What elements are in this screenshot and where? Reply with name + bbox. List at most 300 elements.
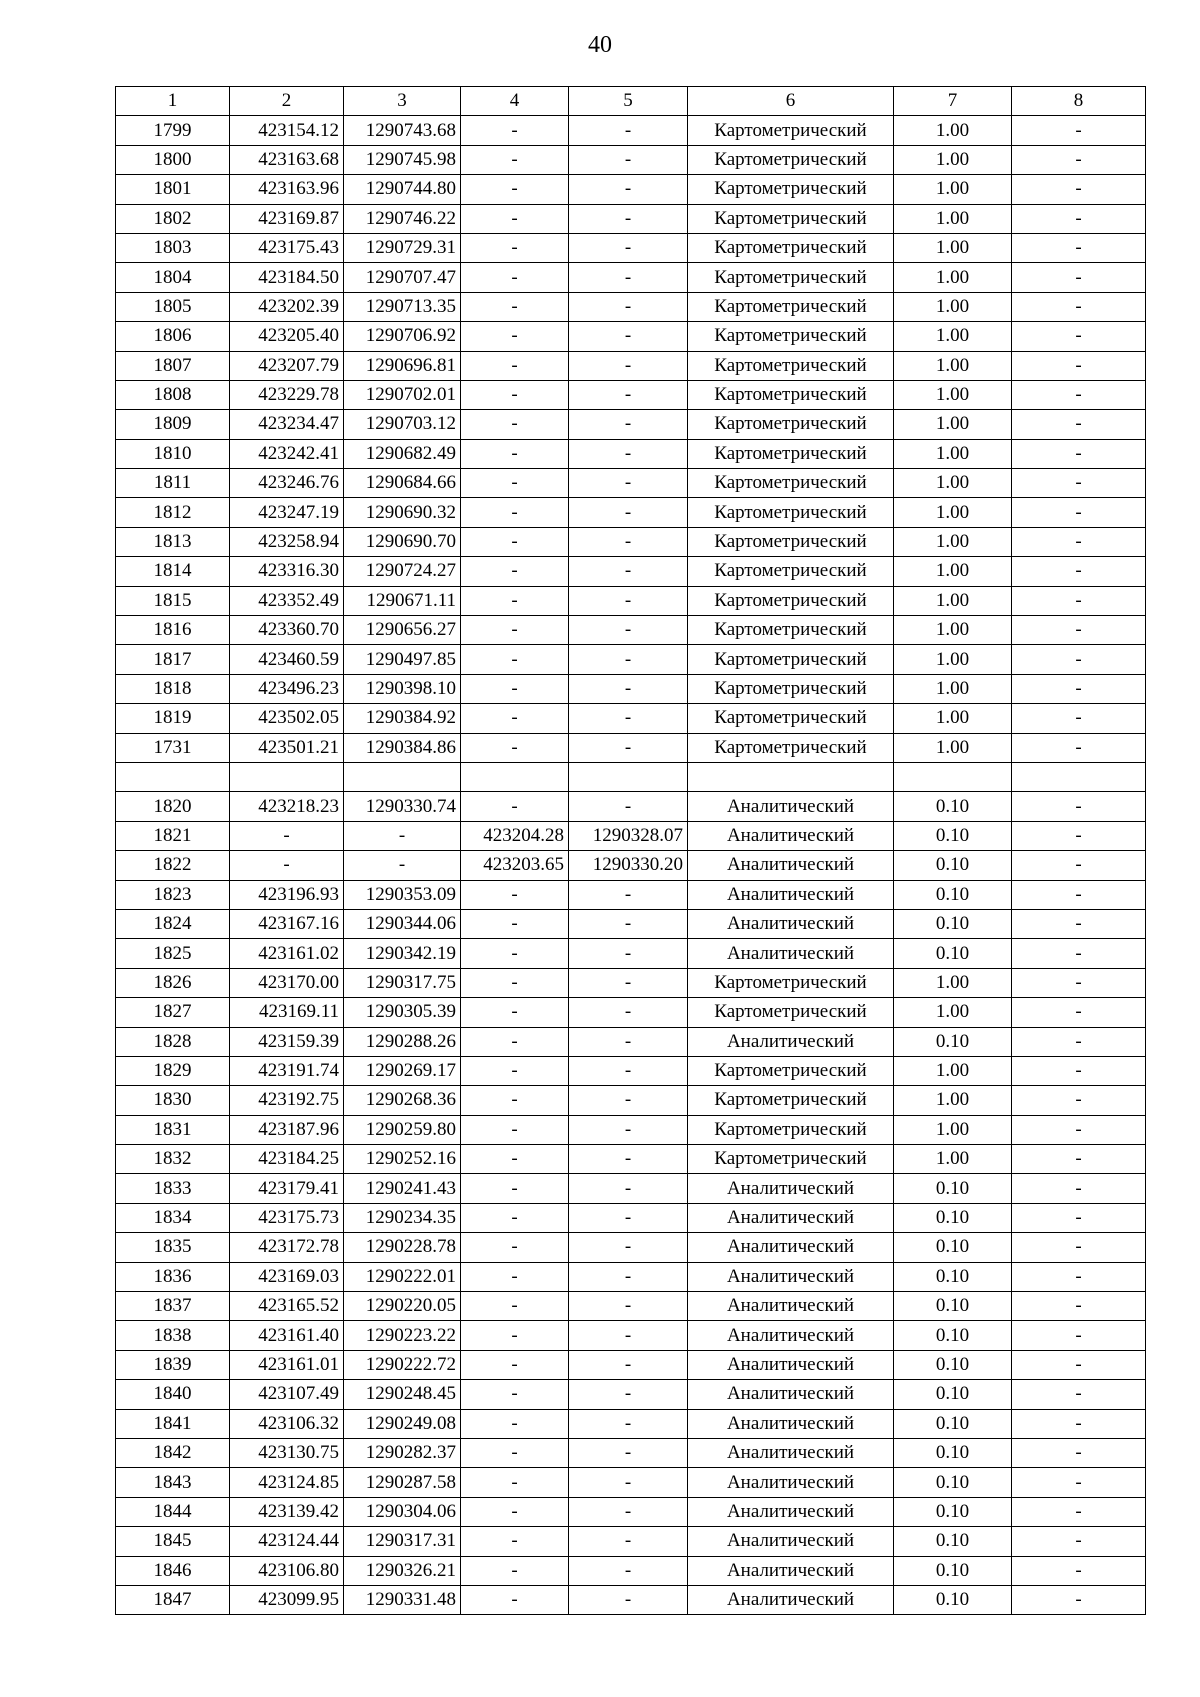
note-cell: - bbox=[1012, 1262, 1146, 1291]
accuracy-cell: 1.00 bbox=[894, 145, 1012, 174]
accuracy-cell: 0.10 bbox=[894, 792, 1012, 821]
point-number-cell: 1801 bbox=[116, 175, 230, 204]
table-row bbox=[116, 1115, 1146, 1144]
method-cell: Картометрический bbox=[688, 1086, 894, 1115]
method-cell: Аналитический bbox=[688, 1174, 894, 1203]
x-coordinate-cell: 423191.74 bbox=[230, 1056, 344, 1085]
y-coordinate-cell: 1290497.85 bbox=[344, 645, 461, 674]
x-coordinate-alt-cell: - bbox=[461, 1203, 569, 1232]
y-coordinate-alt-cell: 1290330.20 bbox=[569, 851, 688, 880]
y-coordinate-alt-cell: - bbox=[569, 439, 688, 468]
y-coordinate-alt-cell: - bbox=[569, 968, 688, 997]
y-coordinate-alt-cell: - bbox=[569, 1115, 688, 1144]
accuracy-cell: 0.10 bbox=[894, 1438, 1012, 1467]
note-cell: - bbox=[1012, 821, 1146, 850]
y-coordinate-alt-cell: - bbox=[569, 527, 688, 556]
method-cell: Аналитический bbox=[688, 1497, 894, 1526]
method-cell: Аналитический bbox=[688, 851, 894, 880]
y-coordinate-cell: 1290744.80 bbox=[344, 175, 461, 204]
table-row bbox=[116, 762, 1146, 791]
x-coordinate-alt-cell: - bbox=[461, 322, 569, 351]
y-coordinate-cell: 1290228.78 bbox=[344, 1233, 461, 1262]
note-cell: - bbox=[1012, 616, 1146, 645]
table-row bbox=[116, 263, 1146, 292]
method-cell: Картометрический bbox=[688, 469, 894, 498]
method-cell: Картометрический bbox=[688, 557, 894, 586]
x-coordinate-cell: 423130.75 bbox=[230, 1438, 344, 1467]
table-row bbox=[116, 968, 1146, 997]
method-cell: Картометрический bbox=[688, 204, 894, 233]
x-coordinate-alt-cell: - bbox=[461, 1086, 569, 1115]
accuracy-cell bbox=[894, 762, 1012, 791]
accuracy-cell: 1.00 bbox=[894, 645, 1012, 674]
accuracy-cell: 1.00 bbox=[894, 263, 1012, 292]
y-coordinate-alt-cell: - bbox=[569, 1086, 688, 1115]
table-row bbox=[116, 1527, 1146, 1556]
accuracy-cell: 1.00 bbox=[894, 498, 1012, 527]
y-coordinate-cell: 1290342.19 bbox=[344, 939, 461, 968]
x-coordinate-cell: 423229.78 bbox=[230, 380, 344, 409]
accuracy-cell: 1.00 bbox=[894, 380, 1012, 409]
y-coordinate-cell: 1290707.47 bbox=[344, 263, 461, 292]
accuracy-cell: 0.10 bbox=[894, 939, 1012, 968]
y-coordinate-cell: 1290282.37 bbox=[344, 1438, 461, 1467]
point-number-cell: 1846 bbox=[116, 1556, 230, 1585]
x-coordinate-alt-cell: - bbox=[461, 175, 569, 204]
y-coordinate-alt-cell: - bbox=[569, 1027, 688, 1056]
x-coordinate-cell: 423159.39 bbox=[230, 1027, 344, 1056]
note-cell: - bbox=[1012, 1056, 1146, 1085]
y-coordinate-cell: 1290317.31 bbox=[344, 1527, 461, 1556]
accuracy-cell: 0.10 bbox=[894, 851, 1012, 880]
y-coordinate-cell: 1290743.68 bbox=[344, 116, 461, 145]
note-cell: - bbox=[1012, 322, 1146, 351]
x-coordinate-alt-cell: - bbox=[461, 1145, 569, 1174]
point-number-cell bbox=[116, 762, 230, 791]
y-coordinate-cell: 1290269.17 bbox=[344, 1056, 461, 1085]
table-row bbox=[116, 410, 1146, 439]
y-coordinate-alt-cell: - bbox=[569, 145, 688, 174]
accuracy-cell: 1.00 bbox=[894, 998, 1012, 1027]
y-coordinate-cell: 1290690.32 bbox=[344, 498, 461, 527]
table-row bbox=[116, 1056, 1146, 1085]
note-cell: - bbox=[1012, 733, 1146, 762]
x-coordinate-cell: 423169.03 bbox=[230, 1262, 344, 1291]
accuracy-cell: 0.10 bbox=[894, 1350, 1012, 1379]
point-number-cell: 1828 bbox=[116, 1027, 230, 1056]
x-coordinate-cell: 423172.78 bbox=[230, 1233, 344, 1262]
y-coordinate-alt-cell: - bbox=[569, 175, 688, 204]
point-number-cell: 1802 bbox=[116, 204, 230, 233]
y-coordinate-alt-cell: - bbox=[569, 1321, 688, 1350]
point-number-cell: 1833 bbox=[116, 1174, 230, 1203]
table-row bbox=[116, 1556, 1146, 1585]
x-coordinate-alt-cell: - bbox=[461, 968, 569, 997]
note-cell: - bbox=[1012, 1409, 1146, 1438]
note-cell: - bbox=[1012, 557, 1146, 586]
accuracy-cell: 1.00 bbox=[894, 439, 1012, 468]
x-coordinate-alt-cell: - bbox=[461, 909, 569, 938]
y-coordinate-cell bbox=[344, 762, 461, 791]
y-coordinate-alt-cell: - bbox=[569, 1233, 688, 1262]
y-coordinate-alt-cell: - bbox=[569, 1497, 688, 1526]
x-coordinate-cell: 423184.50 bbox=[230, 263, 344, 292]
note-cell: - bbox=[1012, 410, 1146, 439]
y-coordinate-alt-cell: - bbox=[569, 204, 688, 233]
note-cell: - bbox=[1012, 1145, 1146, 1174]
x-coordinate-alt-cell: - bbox=[461, 469, 569, 498]
y-coordinate-cell: 1290288.26 bbox=[344, 1027, 461, 1056]
y-coordinate-cell: 1290684.66 bbox=[344, 469, 461, 498]
y-coordinate-cell: 1290330.74 bbox=[344, 792, 461, 821]
method-cell: Аналитический bbox=[688, 1468, 894, 1497]
y-coordinate-alt-cell: - bbox=[569, 586, 688, 615]
method-cell: Картометрический bbox=[688, 616, 894, 645]
note-cell: - bbox=[1012, 175, 1146, 204]
note-cell: - bbox=[1012, 527, 1146, 556]
y-coordinate-cell: 1290703.12 bbox=[344, 410, 461, 439]
x-coordinate-alt-cell: - bbox=[461, 586, 569, 615]
accuracy-cell: 1.00 bbox=[894, 469, 1012, 498]
x-coordinate-alt-cell: - bbox=[461, 1292, 569, 1321]
x-coordinate-alt-cell: - bbox=[461, 351, 569, 380]
accuracy-cell: 1.00 bbox=[894, 116, 1012, 145]
note-cell: - bbox=[1012, 1585, 1146, 1614]
x-coordinate-alt-cell: 423203.65 bbox=[461, 851, 569, 880]
x-coordinate-alt-cell: - bbox=[461, 1262, 569, 1291]
note-cell: - bbox=[1012, 851, 1146, 880]
y-coordinate-alt-cell: - bbox=[569, 1438, 688, 1467]
point-number-cell: 1804 bbox=[116, 263, 230, 292]
table-row bbox=[116, 351, 1146, 380]
accuracy-cell: 0.10 bbox=[894, 1321, 1012, 1350]
accuracy-cell: 0.10 bbox=[894, 1233, 1012, 1262]
y-coordinate-alt-cell: - bbox=[569, 704, 688, 733]
x-coordinate-alt-cell: - bbox=[461, 1527, 569, 1556]
method-cell: Картометрический bbox=[688, 233, 894, 262]
method-cell: Картометрический bbox=[688, 380, 894, 409]
method-cell: Картометрический bbox=[688, 704, 894, 733]
x-coordinate-alt-cell: - bbox=[461, 1056, 569, 1085]
point-number-cell: 1811 bbox=[116, 469, 230, 498]
note-cell: - bbox=[1012, 939, 1146, 968]
method-cell: Картометрический bbox=[688, 175, 894, 204]
note-cell: - bbox=[1012, 1321, 1146, 1350]
y-coordinate-cell: 1290248.45 bbox=[344, 1380, 461, 1409]
point-number-cell: 1826 bbox=[116, 968, 230, 997]
note-cell: - bbox=[1012, 1115, 1146, 1144]
x-coordinate-alt-cell: - bbox=[461, 557, 569, 586]
x-coordinate-cell: 423163.96 bbox=[230, 175, 344, 204]
note-cell: - bbox=[1012, 204, 1146, 233]
y-coordinate-alt-cell: - bbox=[569, 557, 688, 586]
accuracy-cell: 0.10 bbox=[894, 1468, 1012, 1497]
x-coordinate-alt-cell: - bbox=[461, 1438, 569, 1467]
x-coordinate-cell: 423107.49 bbox=[230, 1380, 344, 1409]
y-coordinate-cell: 1290344.06 bbox=[344, 909, 461, 938]
x-coordinate-cell: 423218.23 bbox=[230, 792, 344, 821]
x-coordinate-alt-cell: - bbox=[461, 1585, 569, 1614]
y-coordinate-cell: - bbox=[344, 851, 461, 880]
column-header: 5 bbox=[569, 87, 688, 116]
method-cell: Аналитический bbox=[688, 1203, 894, 1232]
accuracy-cell: 0.10 bbox=[894, 1585, 1012, 1614]
accuracy-cell: 0.10 bbox=[894, 1292, 1012, 1321]
table-row bbox=[116, 998, 1146, 1027]
y-coordinate-alt-cell: - bbox=[569, 616, 688, 645]
y-coordinate-cell: 1290223.22 bbox=[344, 1321, 461, 1350]
y-coordinate-cell: 1290384.92 bbox=[344, 704, 461, 733]
table-row bbox=[116, 1145, 1146, 1174]
point-number-cell: 1829 bbox=[116, 1056, 230, 1085]
note-cell: - bbox=[1012, 439, 1146, 468]
accuracy-cell: 0.10 bbox=[894, 909, 1012, 938]
table-row bbox=[116, 292, 1146, 321]
table-row bbox=[116, 204, 1146, 233]
y-coordinate-cell: 1290706.92 bbox=[344, 322, 461, 351]
x-coordinate-cell: 423163.68 bbox=[230, 145, 344, 174]
point-number-cell: 1820 bbox=[116, 792, 230, 821]
note-cell: - bbox=[1012, 1380, 1146, 1409]
x-coordinate-cell: 423175.73 bbox=[230, 1203, 344, 1232]
y-coordinate-alt-cell: - bbox=[569, 1409, 688, 1438]
y-coordinate-alt-cell: - bbox=[569, 469, 688, 498]
point-number-cell: 1808 bbox=[116, 380, 230, 409]
x-coordinate-cell: 423207.79 bbox=[230, 351, 344, 380]
y-coordinate-cell: 1290724.27 bbox=[344, 557, 461, 586]
note-cell: - bbox=[1012, 909, 1146, 938]
note-cell: - bbox=[1012, 1086, 1146, 1115]
x-coordinate-cell: 423247.19 bbox=[230, 498, 344, 527]
y-coordinate-alt-cell: - bbox=[569, 263, 688, 292]
y-coordinate-alt-cell: - bbox=[569, 1468, 688, 1497]
method-cell: Картометрический bbox=[688, 674, 894, 703]
method-cell: Аналитический bbox=[688, 1350, 894, 1379]
x-coordinate-cell: 423501.21 bbox=[230, 733, 344, 762]
table-row bbox=[116, 175, 1146, 204]
x-coordinate-cell: 423242.41 bbox=[230, 439, 344, 468]
table-row bbox=[116, 909, 1146, 938]
y-coordinate-cell: 1290249.08 bbox=[344, 1409, 461, 1438]
note-cell: - bbox=[1012, 1438, 1146, 1467]
note-cell: - bbox=[1012, 586, 1146, 615]
table-row bbox=[116, 704, 1146, 733]
note-cell: - bbox=[1012, 998, 1146, 1027]
method-cell: Картометрический bbox=[688, 527, 894, 556]
note-cell: - bbox=[1012, 792, 1146, 821]
x-coordinate-alt-cell: - bbox=[461, 1350, 569, 1379]
accuracy-cell: 0.10 bbox=[894, 821, 1012, 850]
table-row bbox=[116, 586, 1146, 615]
x-coordinate-alt-cell: - bbox=[461, 263, 569, 292]
y-coordinate-cell: 1290305.39 bbox=[344, 998, 461, 1027]
y-coordinate-alt-cell: - bbox=[569, 322, 688, 351]
method-cell: Аналитический bbox=[688, 1292, 894, 1321]
y-coordinate-cell: 1290268.36 bbox=[344, 1086, 461, 1115]
y-coordinate-cell: 1290259.80 bbox=[344, 1115, 461, 1144]
table-row bbox=[116, 1174, 1146, 1203]
point-number-cell: 1831 bbox=[116, 1115, 230, 1144]
x-coordinate-cell: 423352.49 bbox=[230, 586, 344, 615]
table-row bbox=[116, 821, 1146, 850]
accuracy-cell: 0.10 bbox=[894, 1174, 1012, 1203]
accuracy-cell: 0.10 bbox=[894, 1203, 1012, 1232]
x-coordinate-cell: - bbox=[230, 851, 344, 880]
y-coordinate-alt-cell: - bbox=[569, 1292, 688, 1321]
note-cell: - bbox=[1012, 145, 1146, 174]
y-coordinate-alt-cell: - bbox=[569, 1350, 688, 1379]
x-coordinate-alt-cell: - bbox=[461, 292, 569, 321]
point-number-cell: 1814 bbox=[116, 557, 230, 586]
point-number-cell: 1841 bbox=[116, 1409, 230, 1438]
method-cell: Аналитический bbox=[688, 1585, 894, 1614]
accuracy-cell: 1.00 bbox=[894, 968, 1012, 997]
table-row bbox=[116, 322, 1146, 351]
x-coordinate-cell: - bbox=[230, 821, 344, 850]
point-number-cell: 1844 bbox=[116, 1497, 230, 1526]
point-number-cell: 1731 bbox=[116, 733, 230, 762]
table-row bbox=[116, 1203, 1146, 1232]
y-coordinate-alt-cell: - bbox=[569, 1527, 688, 1556]
y-coordinate-alt-cell: - bbox=[569, 233, 688, 262]
point-number-cell: 1847 bbox=[116, 1585, 230, 1614]
table-row bbox=[116, 1409, 1146, 1438]
method-cell: Аналитический bbox=[688, 1556, 894, 1585]
note-cell: - bbox=[1012, 1468, 1146, 1497]
accuracy-cell: 0.10 bbox=[894, 1556, 1012, 1585]
note-cell: - bbox=[1012, 263, 1146, 292]
point-number-cell: 1817 bbox=[116, 645, 230, 674]
x-coordinate-cell: 423184.25 bbox=[230, 1145, 344, 1174]
column-header: 6 bbox=[688, 87, 894, 116]
y-coordinate-alt-cell: - bbox=[569, 880, 688, 909]
y-coordinate-alt-cell: - bbox=[569, 410, 688, 439]
point-number-cell: 1809 bbox=[116, 410, 230, 439]
accuracy-cell: 1.00 bbox=[894, 674, 1012, 703]
table-row bbox=[116, 145, 1146, 174]
table-row bbox=[116, 116, 1146, 145]
column-header: 7 bbox=[894, 87, 1012, 116]
x-coordinate-cell: 423258.94 bbox=[230, 527, 344, 556]
accuracy-cell: 0.10 bbox=[894, 1027, 1012, 1056]
y-coordinate-cell: 1290671.11 bbox=[344, 586, 461, 615]
point-number-cell: 1803 bbox=[116, 233, 230, 262]
y-coordinate-cell: 1290234.35 bbox=[344, 1203, 461, 1232]
x-coordinate-cell: 423106.80 bbox=[230, 1556, 344, 1585]
y-coordinate-alt-cell: - bbox=[569, 645, 688, 674]
y-coordinate-alt-cell: - bbox=[569, 498, 688, 527]
y-coordinate-cell: 1290729.31 bbox=[344, 233, 461, 262]
point-number-cell: 1818 bbox=[116, 674, 230, 703]
method-cell: Аналитический bbox=[688, 1233, 894, 1262]
table-row bbox=[116, 1086, 1146, 1115]
point-number-cell: 1812 bbox=[116, 498, 230, 527]
note-cell bbox=[1012, 762, 1146, 791]
x-coordinate-cell: 423124.85 bbox=[230, 1468, 344, 1497]
note-cell: - bbox=[1012, 1497, 1146, 1526]
x-coordinate-cell: 423179.41 bbox=[230, 1174, 344, 1203]
y-coordinate-cell: 1290353.09 bbox=[344, 880, 461, 909]
x-coordinate-cell: 423099.95 bbox=[230, 1585, 344, 1614]
y-coordinate-cell: 1290287.58 bbox=[344, 1468, 461, 1497]
x-coordinate-alt-cell: - bbox=[461, 1409, 569, 1438]
x-coordinate-cell: 423161.40 bbox=[230, 1321, 344, 1350]
accuracy-cell: 0.10 bbox=[894, 1527, 1012, 1556]
point-number-cell: 1816 bbox=[116, 616, 230, 645]
note-cell: - bbox=[1012, 498, 1146, 527]
y-coordinate-cell: 1290656.27 bbox=[344, 616, 461, 645]
point-number-cell: 1840 bbox=[116, 1380, 230, 1409]
method-cell: Аналитический bbox=[688, 1262, 894, 1291]
method-cell: Картометрический bbox=[688, 733, 894, 762]
table-row bbox=[116, 1321, 1146, 1350]
point-number-cell: 1825 bbox=[116, 939, 230, 968]
note-cell: - bbox=[1012, 469, 1146, 498]
note-cell: - bbox=[1012, 1527, 1146, 1556]
x-coordinate-alt-cell: - bbox=[461, 439, 569, 468]
note-cell: - bbox=[1012, 1350, 1146, 1379]
table-header-row bbox=[116, 87, 1146, 116]
method-cell: Картометрический bbox=[688, 145, 894, 174]
point-number-cell: 1839 bbox=[116, 1350, 230, 1379]
y-coordinate-alt-cell: - bbox=[569, 998, 688, 1027]
x-coordinate-alt-cell bbox=[461, 762, 569, 791]
y-coordinate-cell: 1290696.81 bbox=[344, 351, 461, 380]
table-row bbox=[116, 733, 1146, 762]
method-cell: Картометрический bbox=[688, 410, 894, 439]
table-row bbox=[116, 498, 1146, 527]
x-coordinate-alt-cell: - bbox=[461, 1321, 569, 1350]
note-cell: - bbox=[1012, 380, 1146, 409]
method-cell: Картометрический bbox=[688, 292, 894, 321]
x-coordinate-alt-cell: - bbox=[461, 998, 569, 1027]
table-row bbox=[116, 1027, 1146, 1056]
x-coordinate-alt-cell: - bbox=[461, 410, 569, 439]
x-coordinate-alt-cell: - bbox=[461, 380, 569, 409]
accuracy-cell: 1.00 bbox=[894, 616, 1012, 645]
method-cell bbox=[688, 762, 894, 791]
y-coordinate-alt-cell: 1290328.07 bbox=[569, 821, 688, 850]
y-coordinate-alt-cell: - bbox=[569, 674, 688, 703]
point-number-cell: 1838 bbox=[116, 1321, 230, 1350]
y-coordinate-alt-cell: - bbox=[569, 1056, 688, 1085]
y-coordinate-cell: 1290241.43 bbox=[344, 1174, 461, 1203]
point-number-cell: 1822 bbox=[116, 851, 230, 880]
point-number-cell: 1836 bbox=[116, 1262, 230, 1291]
x-coordinate-cell: 423502.05 bbox=[230, 704, 344, 733]
y-coordinate-alt-cell: - bbox=[569, 380, 688, 409]
x-coordinate-alt-cell: - bbox=[461, 792, 569, 821]
x-coordinate-cell: 423196.93 bbox=[230, 880, 344, 909]
note-cell: - bbox=[1012, 1174, 1146, 1203]
method-cell: Картометрический bbox=[688, 351, 894, 380]
x-coordinate-alt-cell: - bbox=[461, 116, 569, 145]
table-row bbox=[116, 1350, 1146, 1379]
x-coordinate-cell: 423165.52 bbox=[230, 1292, 344, 1321]
x-coordinate-cell: 423202.39 bbox=[230, 292, 344, 321]
method-cell: Аналитический bbox=[688, 1527, 894, 1556]
accuracy-cell: 1.00 bbox=[894, 175, 1012, 204]
x-coordinate-alt-cell: - bbox=[461, 1468, 569, 1497]
x-coordinate-alt-cell: - bbox=[461, 1027, 569, 1056]
table-row bbox=[116, 1233, 1146, 1262]
y-coordinate-cell: 1290745.98 bbox=[344, 145, 461, 174]
point-number-cell: 1845 bbox=[116, 1527, 230, 1556]
x-coordinate-cell: 423187.96 bbox=[230, 1115, 344, 1144]
note-cell: - bbox=[1012, 1027, 1146, 1056]
x-coordinate-alt-cell: - bbox=[461, 880, 569, 909]
accuracy-cell: 1.00 bbox=[894, 527, 1012, 556]
